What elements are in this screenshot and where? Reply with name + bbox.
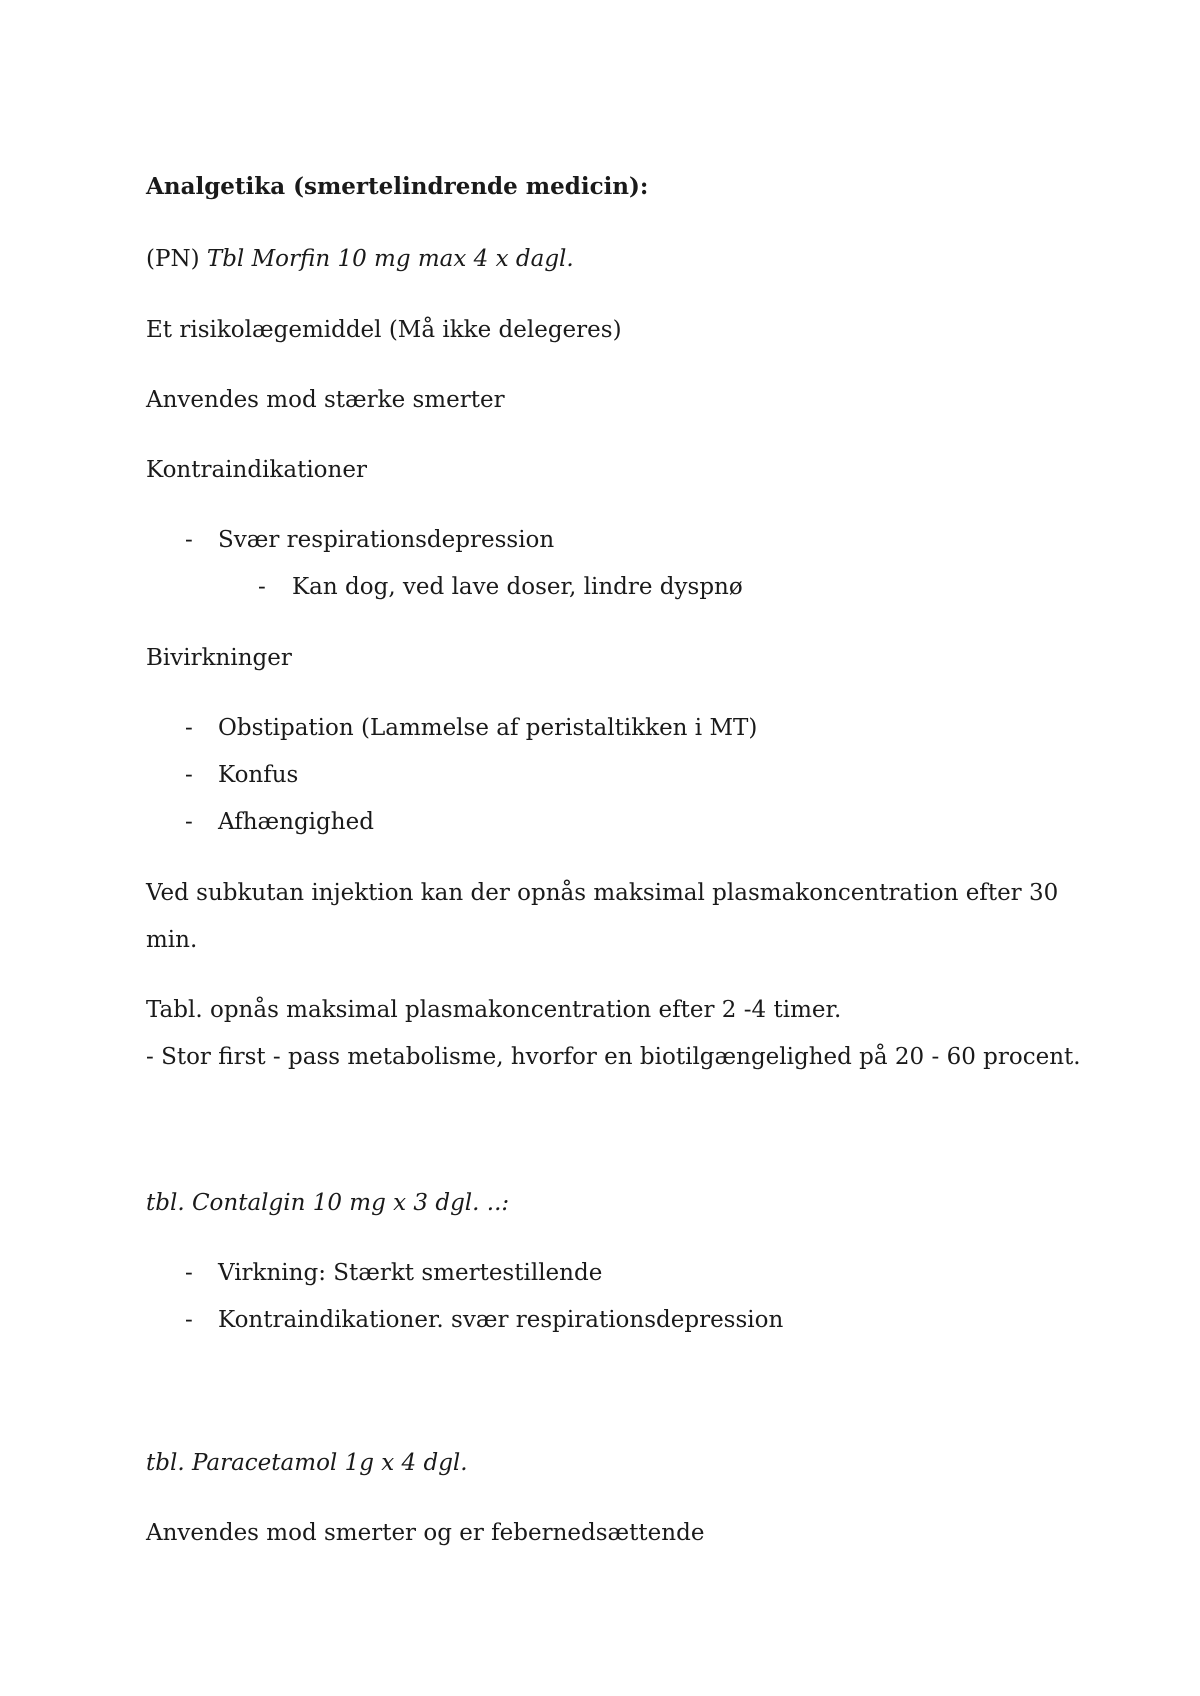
morfin-use: Anvendes mod stærke smerter: [146, 387, 505, 413]
contalgin-prescription: tbl. Contalgin 10 mg x 3 dgl. ..:: [146, 1190, 510, 1216]
bullet-dash: -: [258, 574, 266, 600]
side-effect-item: Obstipation (Lammelse af peristaltikken i MT): [218, 715, 758, 741]
contalgin-item: Kontraindikationer. svær respirationsdepression: [218, 1307, 784, 1333]
bullet-dash: -: [185, 715, 193, 741]
morfin-prescription: [146, 244, 574, 274]
paracetamol-use: Anvendes mod smerter og er febernedsættende: [146, 1520, 705, 1546]
side-effect-item: Afhængighed: [218, 809, 374, 835]
subcut-line-1: Ved subkutan injektion kan der opnås maksimal plasmakoncentration efter 30: [146, 880, 1059, 906]
contalgin-item: Virkning: Stærkt smertestillende: [218, 1260, 603, 1286]
bullet-dash: -: [185, 1307, 193, 1333]
morfin-drug: Tbl Morfin 10 mg max 4 x dagl.: [206, 246, 574, 272]
subcut-line-2: min.: [146, 927, 198, 953]
bullet-dash: -: [185, 809, 193, 835]
bullet-dash: -: [185, 762, 193, 788]
tabl-line-1: Tabl. opnås maksimal plasmakoncentration efter 2 -4 timer.: [146, 997, 842, 1023]
morfin-risk-note: Et risikolægemiddel (Må ikke delegeres): [146, 317, 622, 343]
morfin-side-label: Bivirkninger: [146, 645, 292, 671]
contra-item: Svær respirationsdepression: [218, 527, 555, 553]
side-effect-item: Konfus: [218, 762, 299, 788]
section-heading: Analgetika (smertelindrende medicin):: [146, 173, 649, 200]
morfin-prefix: (PN): [146, 246, 207, 272]
morfin-contra-label: Kontraindikationer: [146, 457, 367, 483]
tabl-line-2: - Stor first - pass metabolisme, hvorfor en biotilgængelighed på 20 - 60 procent.: [146, 1044, 1081, 1070]
paracetamol-prescription: tbl. Paracetamol 1g x 4 dgl.: [146, 1450, 468, 1476]
bullet-dash: -: [185, 1260, 193, 1286]
contra-subitem: Kan dog, ved lave doser, lindre dyspnø: [292, 574, 743, 600]
bullet-dash: -: [185, 527, 193, 553]
